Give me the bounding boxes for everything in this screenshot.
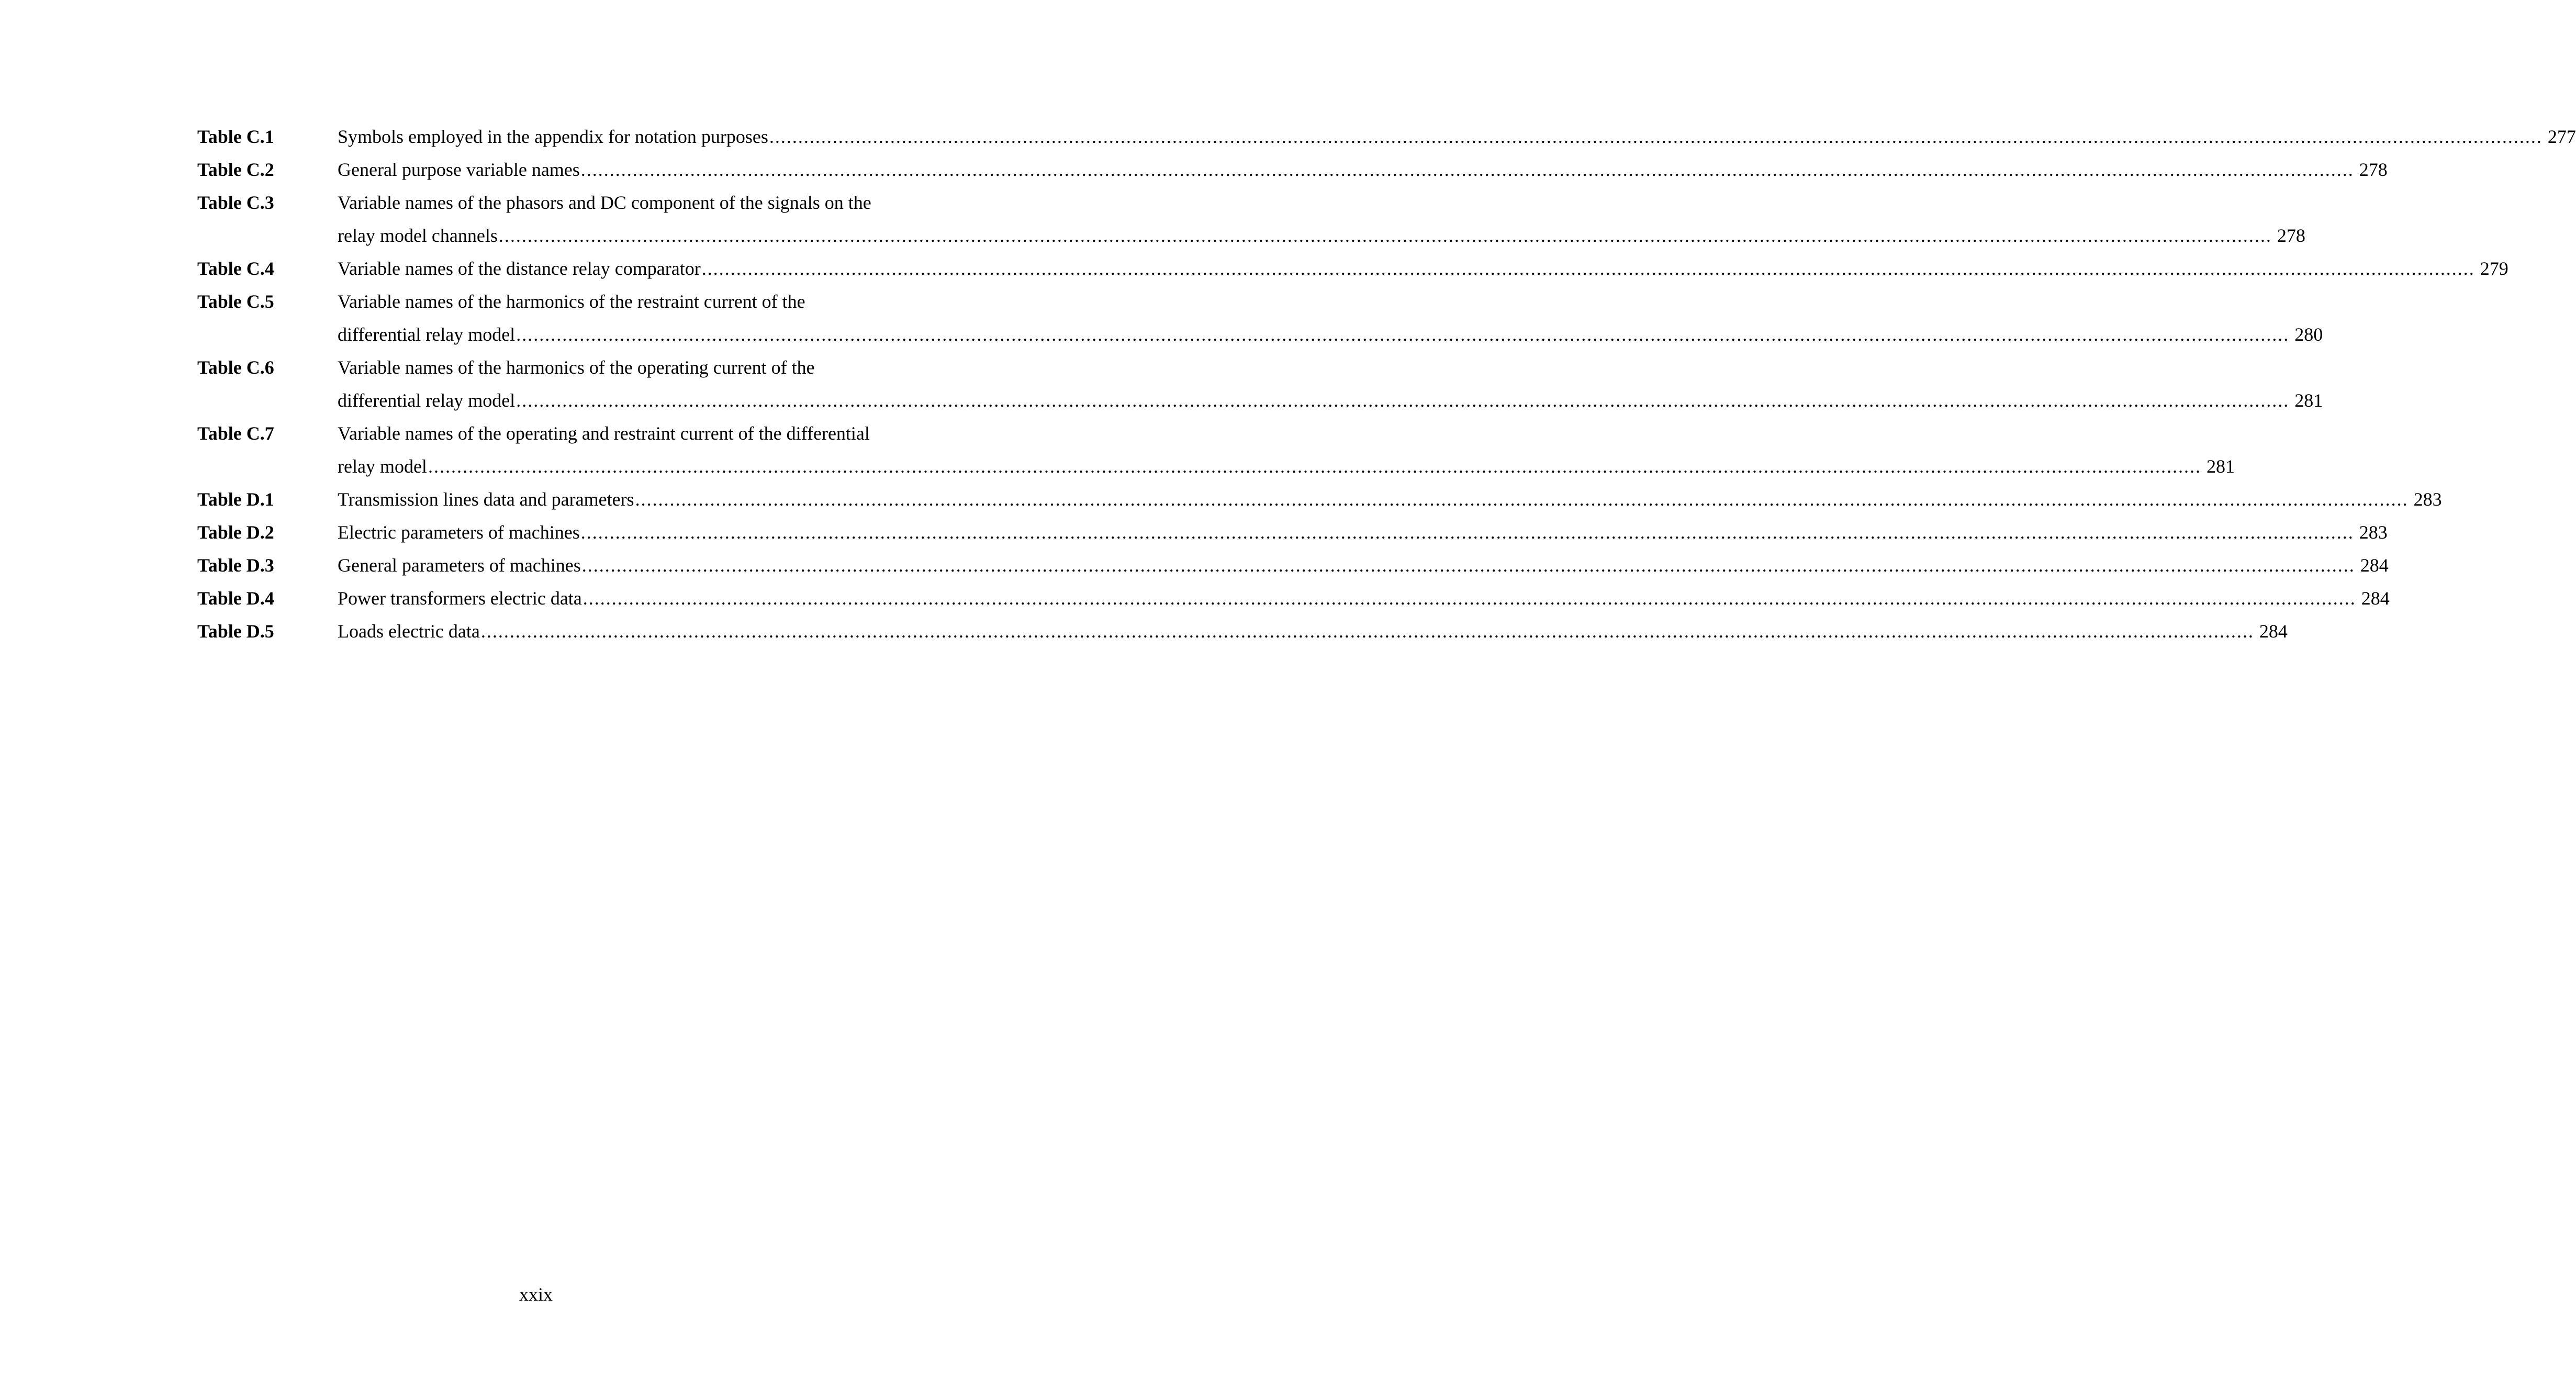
toc-entry-title	[338, 615, 2288, 648]
toc-entry-leader-line	[338, 120, 2576, 153]
toc-entry-title-line: relay model	[338, 456, 427, 477]
toc-entry-label: Table D.3	[197, 555, 274, 576]
toc-entry-title	[338, 120, 2576, 153]
toc-entry-title	[338, 417, 2235, 483]
toc-entry[interactable]	[197, 186, 2305, 252]
dot-leader	[702, 252, 2475, 285]
toc-entry-title	[338, 186, 2305, 252]
toc-entry-title	[338, 516, 2388, 549]
toc-entry[interactable]	[197, 351, 2323, 417]
toc-entry[interactable]	[197, 285, 2323, 351]
toc-entry-label: Table C.5	[197, 291, 274, 312]
toc-entry-leader-line	[338, 582, 2390, 615]
toc-entry-page: 283	[2359, 522, 2388, 543]
toc-entry-leader-line	[338, 252, 2508, 285]
toc-entry-title-line: Electric parameters of machines	[338, 522, 580, 543]
toc-entry-page: 278	[2277, 225, 2305, 246]
toc-entry-title	[338, 549, 2389, 582]
toc-entry-leader-line	[338, 318, 2323, 351]
toc-entry-title-line: Variable names of the distance relay comparator	[338, 258, 701, 279]
toc-entry-leader-line	[338, 384, 2323, 417]
toc-entry-title	[338, 153, 2388, 186]
toc-entry-title-line: Symbols employed in the appendix for notation purposes	[338, 126, 768, 147]
toc-entry-page: 277	[2547, 126, 2576, 147]
toc-entry-label: Table C.3	[197, 192, 274, 213]
toc-entry-label: Table D.4	[197, 588, 274, 609]
toc-entry-leader-line	[338, 615, 2288, 648]
dot-leader	[499, 219, 2272, 252]
toc-entry-title-line: Variable names of the operating and restraint current of the differential	[338, 423, 870, 444]
toc-entry-page: 284	[2360, 555, 2389, 576]
dot-leader	[635, 483, 2409, 516]
dot-leader	[516, 384, 2289, 417]
dot-leader	[428, 450, 2201, 483]
dot-leader	[581, 153, 2354, 186]
toc-entry-leader-line	[338, 516, 2388, 549]
toc-entry-label: Table C.1	[197, 126, 274, 147]
toc-entry-title	[338, 252, 2508, 285]
toc-entry-title-line: Variable names of the phasors and DC component of the signals on the	[338, 192, 871, 213]
toc-entry[interactable]	[197, 549, 2389, 582]
toc-entry-title	[338, 582, 2390, 615]
toc-entry[interactable]	[197, 120, 2576, 153]
toc-entry-label: Table C.6	[197, 357, 274, 378]
toc-entry-label: Table D.2	[197, 522, 274, 543]
toc-entry[interactable]	[197, 615, 2288, 648]
page-number: xxix	[519, 1284, 553, 1305]
toc-entry[interactable]	[197, 417, 2235, 483]
dot-leader	[481, 615, 2254, 648]
dot-leader	[582, 549, 2355, 582]
toc-entry-title-line: General purpose variable names	[338, 159, 580, 180]
list-of-tables	[197, 120, 2576, 648]
toc-entry-page: 278	[2359, 159, 2388, 180]
toc-entry-title	[338, 351, 2323, 417]
toc-entry-page: 284	[2361, 588, 2390, 609]
toc-entry[interactable]	[197, 582, 2390, 615]
toc-entry-title-line: relay model channels	[338, 225, 498, 246]
toc-entry-page: 283	[2413, 489, 2442, 510]
toc-entry-title-line: Variable names of the harmonics of the operating current of the	[338, 357, 815, 378]
toc-entry-page: 284	[2259, 621, 2288, 642]
toc-entry-leader-line	[338, 153, 2388, 186]
toc-entry-page: 280	[2294, 324, 2323, 345]
toc-entry-label: Table C.2	[197, 159, 274, 180]
dot-leader	[516, 318, 2289, 351]
dot-leader	[581, 516, 2354, 549]
toc-entry-title	[338, 483, 2442, 516]
toc-entry-title-line: Power transformers electric data	[338, 588, 582, 609]
toc-entry-page: 279	[2480, 258, 2508, 279]
toc-entry-title-line: Variable names of the harmonics of the restraint current of the	[338, 291, 805, 312]
toc-entry-label: Table C.4	[197, 258, 274, 279]
toc-entry-title-line: General parameters of machines	[338, 555, 581, 576]
dot-leader	[769, 120, 2543, 153]
toc-entry-leader-line	[338, 549, 2389, 582]
dot-leader	[583, 582, 2356, 615]
toc-entry-label: Table D.5	[197, 621, 274, 642]
toc-entry-leader-line	[338, 450, 2235, 483]
toc-entry-page: 281	[2206, 456, 2235, 477]
toc-entry[interactable]	[197, 483, 2442, 516]
toc-entry-label: Table D.1	[197, 489, 274, 510]
toc-entry[interactable]	[197, 252, 2508, 285]
toc-entry-title-line: Transmission lines data and parameters	[338, 489, 634, 510]
toc-entry-leader-line	[338, 483, 2442, 516]
toc-entry-label: Table C.7	[197, 423, 274, 444]
toc-entry-title-line: differential relay model	[338, 390, 516, 411]
toc-entry-page: 281	[2294, 390, 2323, 411]
toc-entry-leader-line	[338, 219, 2305, 252]
toc-entry-title-line: Loads electric data	[338, 621, 480, 642]
toc-entry[interactable]	[197, 516, 2388, 549]
toc-entry[interactable]	[197, 153, 2388, 186]
toc-entry-title	[338, 285, 2323, 351]
toc-entry-title-line: differential relay model	[338, 324, 516, 345]
